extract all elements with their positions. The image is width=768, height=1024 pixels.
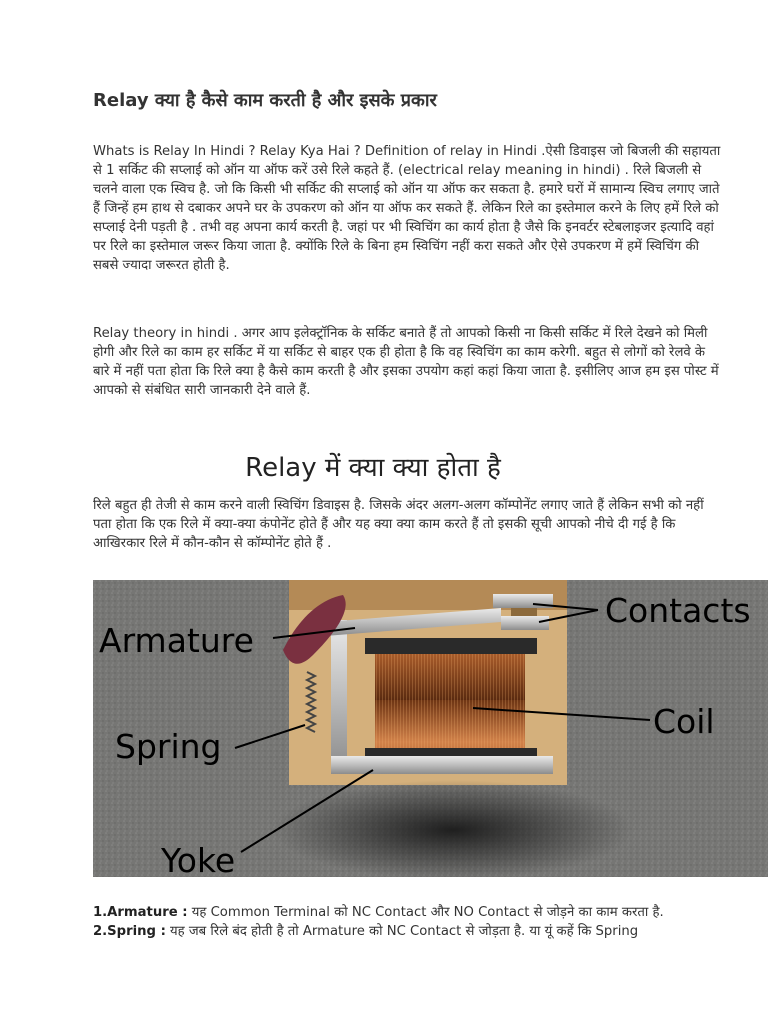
definition-term: 1.Armature : [93,905,188,920]
definition-spring [93,922,725,941]
yoke-vertical [331,620,347,770]
definition-text: यह Common Terminal को NC Contact और NO Contact से जोड़ने का काम करता है. [187,905,664,920]
theory-paragraph: Relay theory in hindi . अगर आप इलेक्ट्रॉनिक के सर्किट बनाते हैं तो आपको किसी ना किसी सर्किट में रिले देखने को मिली होगी और रिले का काम हर सर्किट में या सर्किट से बाहर एक ही होता है कि वह स्विचिंग का काम करेगी. बहुत से लोगों को रेलवे के बारे में नहीं पता होता कि रिले क्या है कैसे काम करती है और इसका उपयोग कहां कहां किया जाता है. इसीलिए आज हम इस पोस्ट में आपको से संबंधित सारी जानकारी देने वाले हैं. [93,326,719,398]
label-yoke: Yoke [161,841,236,877]
label-armature: Armature [99,621,254,660]
definition-armature [93,903,725,922]
label-contacts: Contacts [605,591,751,630]
coil-winding [375,652,525,752]
relay-diagram-image [93,580,768,877]
definition-text: यह जब रिले बंद होती है तो Armature को NC Contact से जोड़ता है. या यूं कहें कि Spring [165,924,639,939]
relay-diagram-svg [93,580,768,877]
label-spring: Spring [115,727,222,766]
section-heading: Relay में क्या क्या होता है [245,453,501,483]
label-coil: Coil [653,702,715,741]
component-definitions [93,903,725,941]
components-paragraph: रिले बहुत ही तेजी से काम करने वाली स्विचिंग डिवाइस है. जिसके अंदर अलग-अलग कॉम्पोनेंट लगाए जाते हैं लेकिन सभी को नहीं पता होता कि एक रिले में क्या-क्या कंपोनेंट होते हैं और यह क्या क्या काम करते हैं तो इसकी सूची आपको नीचे दी गई है कि आखिरकार रिले में कौन-कौन से कॉम्पोनेंट होते हैं . [93,498,704,551]
coil-top-flange [365,638,537,654]
article-title: Relay क्या है कैसे काम करती है और इसके प्रकार [93,90,437,111]
definition-term: 2.Spring : [93,924,166,939]
contact-lower [501,616,549,630]
intro-paragraph: Whats is Relay In Hindi ? Relay Kya Hai ? Definition of relay in Hindi .ऐसी डिवाइस जो बिजली की सहायता से 1 सर्किट की सप्लाई को ऑन या ऑफ करें उसे रिले कहते हैं. (electrical relay meaning in hindi) . रिले बिजली से चलने वाला एक स्विच है. जो कि किसी भी सर्किट की सप्लाई को ऑन या ऑफ कर सकता है. हमारे घरों में सामान्य स्विच लगाए जाते हैं जिन्हें हम हाथ से दबाकर अपने घर के उपकरण को ऑन या ऑफ कर सकते हैं. लेकिन रिले का इस्तेमाल करने के लिए हमें रिले को सप्लाई देनी पड़ती है . तभी वह अपना कार्य करती है. जहां पर भी स्विचिंग का कार्य होता है जैसे कि इनवर्टर स्टेबलाइजर इत्यादि वहां पर रिले का इस्तेमाल जरूर किया जाता है. क्योंकि रिले के बिना हम स्विचिंग नहीं करा सकते और ऐसे उपकरण में हमें स्विचिंग की सबसे ज्यादा जरूरत होती है. [93,144,721,273]
yoke-horizontal [331,756,553,774]
